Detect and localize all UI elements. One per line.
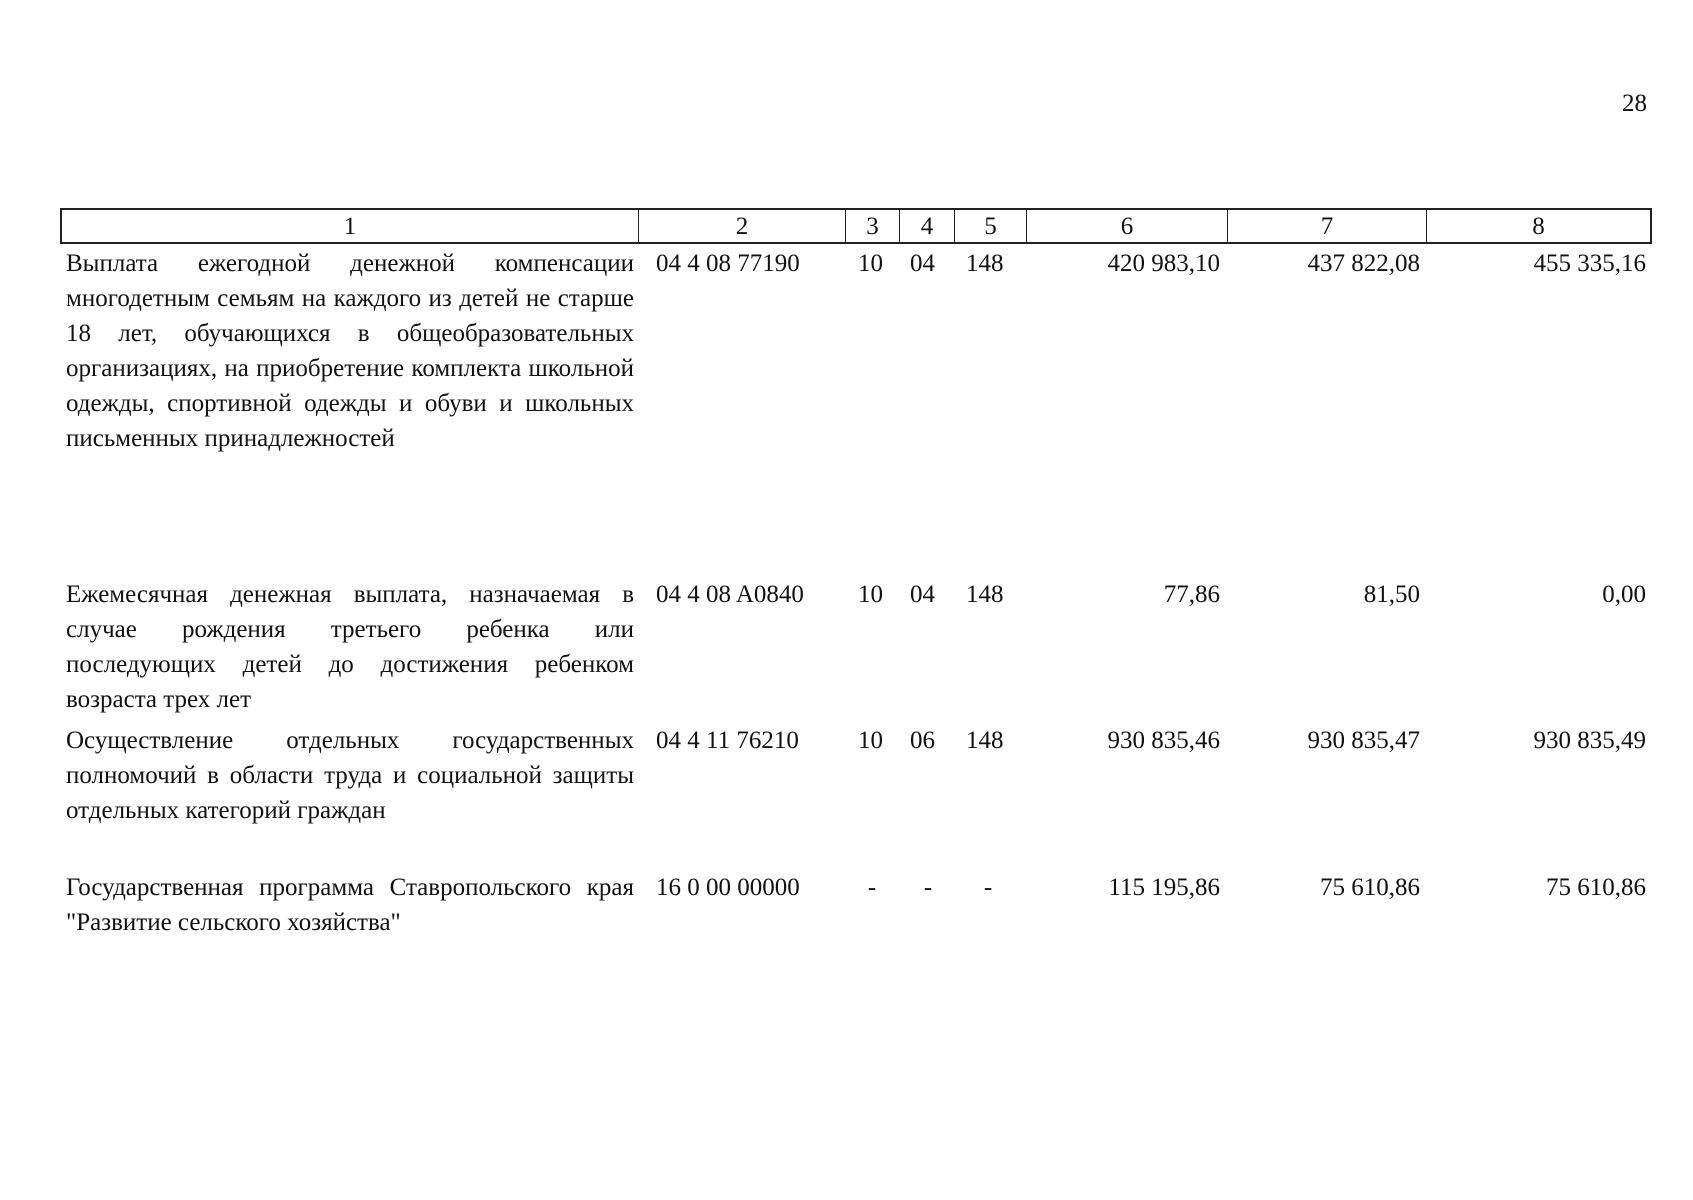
header-col-4: 4 <box>900 210 955 242</box>
row-col3: - <box>867 874 877 901</box>
row-value-7: 81,50 <box>1363 581 1420 608</box>
row-value-6: 420 983,10 <box>1107 250 1220 277</box>
row-col5: 148 <box>966 727 1004 754</box>
row-value-7: 75 610,86 <box>1320 874 1420 901</box>
row-col5: 148 <box>966 581 1004 608</box>
row-code: 04 4 08 A0840 <box>656 581 804 608</box>
row-col5: - <box>983 874 993 901</box>
row-value-8: 0,00 <box>1602 581 1646 608</box>
row-col4: - <box>923 874 933 901</box>
row-value-8: 930 835,49 <box>1533 727 1646 754</box>
header-col-2: 2 <box>639 210 846 242</box>
row-value-8: 75 610,86 <box>1546 874 1646 901</box>
row-col5: 148 <box>966 250 1004 277</box>
row-value-8: 455 335,16 <box>1533 250 1646 277</box>
row-value-7: 930 835,47 <box>1307 727 1420 754</box>
row-code: 16 0 00 00000 <box>656 874 800 901</box>
row-code: 04 4 11 76210 <box>656 727 799 754</box>
row-value-6: 930 835,46 <box>1107 727 1220 754</box>
row-name: Осуществление отдельных государственных полномочий в области труда и социальной защиты отдельных категорий граждан <box>66 727 634 824</box>
header-col-3: 3 <box>846 210 900 242</box>
row-name: Выплата ежегодной денежной компенсации многодетным семьям на каждого из детей не старше 18 лет, обучающихся в общеобразовательных организациях, на приобретение комплекта школьной одежды, спортивной одежды и обуви и школьных письменных принадлежностей <box>66 250 634 452</box>
header-col-5: 5 <box>955 210 1027 242</box>
row-col3: 10 <box>858 250 883 277</box>
table-header <box>60 208 1652 244</box>
row-col3: 10 <box>858 727 883 754</box>
row-col4: 04 <box>910 581 935 608</box>
page-number: 28 <box>1622 90 1647 117</box>
row-col4: 06 <box>910 727 935 754</box>
header-col-1: 1 <box>62 210 639 242</box>
row-col4: 04 <box>910 250 935 277</box>
header-col-7: 7 <box>1228 210 1427 242</box>
row-value-6: 77,86 <box>1163 581 1220 608</box>
row-value-7: 437 822,08 <box>1307 250 1420 277</box>
row-code: 04 4 08 77190 <box>656 250 800 277</box>
row-name: Ежемесячная денежная выплата, назначаемая в случае рождения третьего ребенка или последующих детей до достижения ребенком возраста трех лет <box>66 581 634 713</box>
header-col-6: 6 <box>1027 210 1228 242</box>
header-col-8: 8 <box>1532 213 1545 240</box>
row-name: Государственная программа Ставропольского края "Развитие сельского хозяйства" <box>66 874 634 936</box>
row-col3: 10 <box>858 581 883 608</box>
row-value-6: 115 195,86 <box>1108 874 1220 901</box>
